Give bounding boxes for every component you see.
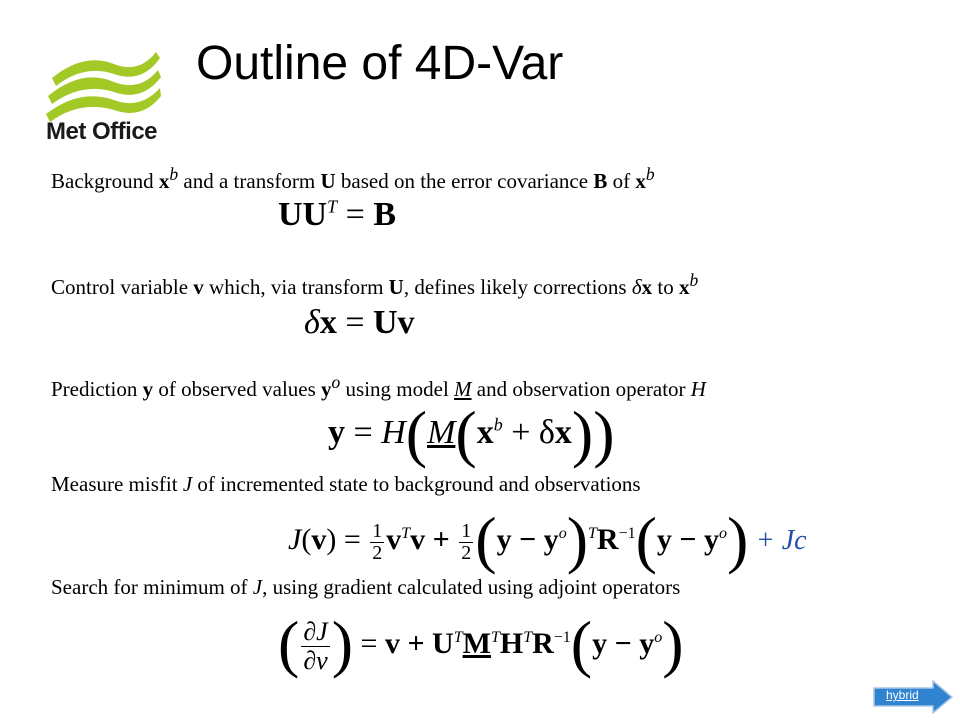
background-line: Background $x^b$ and a transform U based on the error covariance B of $x^b$ <box>51 164 655 193</box>
logo-wordmark: Met Office <box>46 118 158 145</box>
equation-gradient: ( $\frac{\partial J}{\partial v}$ ) = $v + U^TM^TH^TR^{-1}(y - y^o)$ <box>278 608 684 679</box>
control-variable-line: Control variable v which, via transform U, defines likely corrections δx to $x^b$ <box>51 270 699 299</box>
equation-cost-function: J(v) = $\frac{1}{2}$ $v^Tv$ + $\frac{1}{2}$ $(y - y^o)^TR^{-1}(y - y^o) + Jc$ <box>288 504 807 575</box>
hybrid-link[interactable]: hybrid <box>886 688 919 702</box>
equation-increment: δx = Uv <box>304 304 415 341</box>
slide-title: Outline of 4D-Var <box>196 37 564 90</box>
equation-prediction: $y = H(M(x^b + \delta x))$ <box>328 398 615 469</box>
prediction-line: Prediction y of observed values $y^o$ using model M and observation operator H <box>51 372 706 401</box>
misfit-line: Measure misfit J of incremented state to background and observations <box>51 472 641 496</box>
equation-covariance: $UU^T = B$ <box>278 196 396 233</box>
jc-term: + Jc <box>755 525 807 556</box>
search-line: Search for minimum of J, using gradient calculated using adjoint operators <box>51 575 681 599</box>
logo-waves <box>46 52 161 122</box>
